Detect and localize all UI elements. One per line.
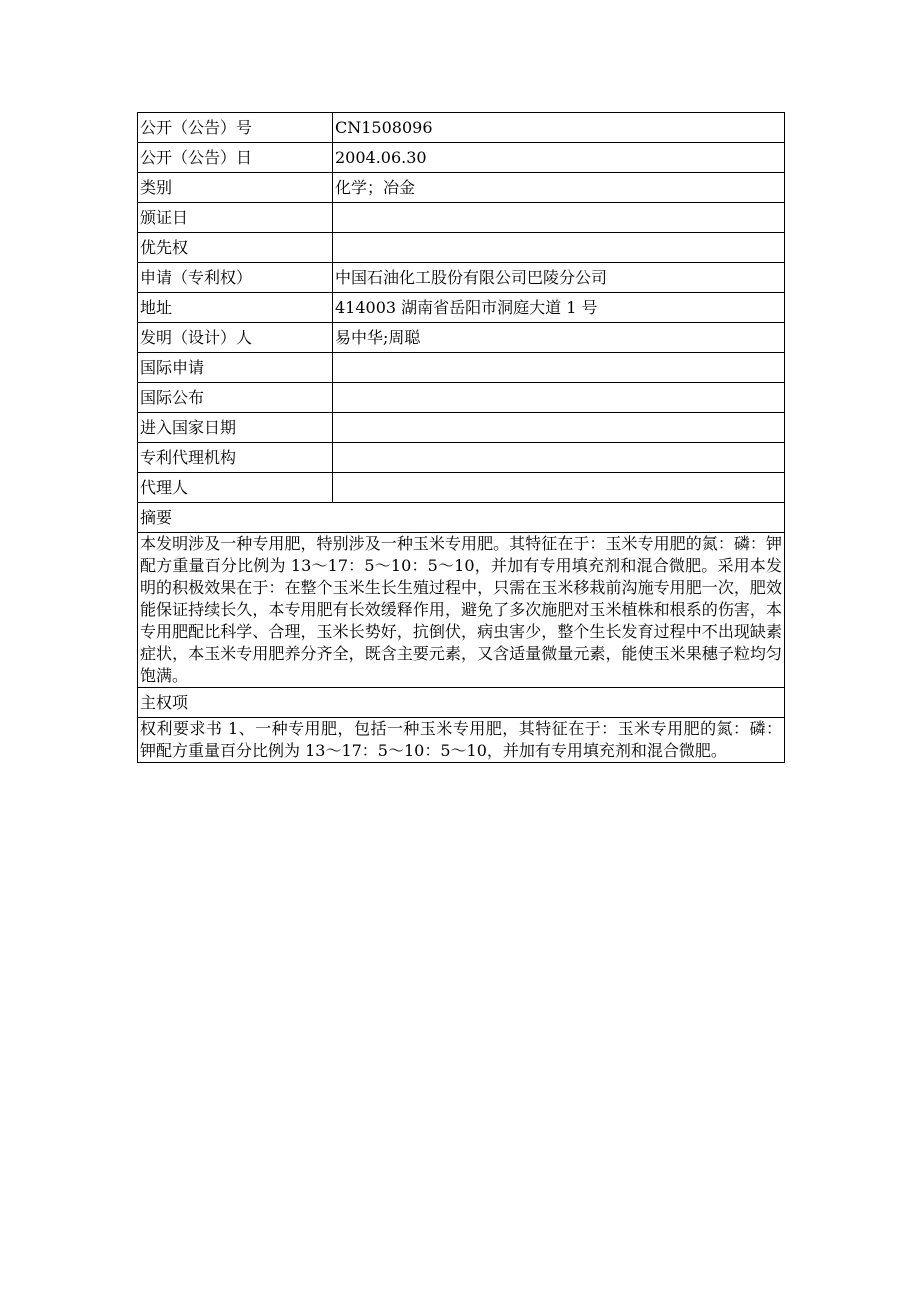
field-value: 化学；冶金 (333, 173, 785, 203)
field-value (333, 443, 785, 473)
abstract-text: 本发明涉及一种专用肥，特别涉及一种玉米专用肥。其特征在于：玉米专用肥的氮：磷：钾配方重量百分比例为 13～17：5～10：5～10，并加有专用填充剂和混合微肥。采用本发明的积极效果在于：在整个玉米生长生殖过程中，只需在玉米移栽前沟施专用肥一次，肥效能保证持续长久，本专用肥有长效缓释作用，避免了多次施肥对玉米植株和根系的伤害，本专用肥配比科学、合理，玉米长势好，抗倒伏，病虫害少，整个生长发育过程中不出现缺素症状，本玉米专用肥养分齐全，既含主要元素，又含适量微量元素，能使玉米果穗子粒均匀饱满。 (138, 533, 785, 688)
field-value: 414003 湖南省岳阳市洞庭大道 1 号 (333, 293, 785, 323)
field-label: 国际公布 (138, 383, 333, 413)
field-value (333, 203, 785, 233)
patent-record (137, 112, 785, 763)
field-value (333, 413, 785, 443)
field-label: 公开（公告）日 (138, 143, 333, 173)
field-label: 地址 (138, 293, 333, 323)
field-row-publication-number (138, 113, 785, 143)
field-row-priority (138, 233, 785, 263)
field-label: 类别 (138, 173, 333, 203)
field-label: 优先权 (138, 233, 333, 263)
field-label: 代理人 (138, 473, 333, 503)
field-value (333, 473, 785, 503)
field-value (333, 383, 785, 413)
field-label: 国际申请 (138, 353, 333, 383)
field-label: 颁证日 (138, 203, 333, 233)
field-row-category (138, 173, 785, 203)
field-value (333, 233, 785, 263)
field-row-applicant (138, 263, 785, 293)
field-value: 中国石油化工股份有限公司巴陵分公司 (333, 263, 785, 293)
patent-info-table (137, 112, 785, 763)
abstract-section (138, 503, 785, 688)
field-label: 发明（设计）人 (138, 323, 333, 353)
field-label: 进入国家日期 (138, 413, 333, 443)
field-value: CN1508096 (333, 113, 785, 143)
field-label: 申请（专利权） (138, 263, 333, 293)
field-row-publication-date (138, 143, 785, 173)
field-value (333, 353, 785, 383)
field-row-grant-date (138, 203, 785, 233)
field-value: 2004.06.30 (333, 143, 785, 173)
field-row-international-application (138, 353, 785, 383)
field-label: 公开（公告）号 (138, 113, 333, 143)
field-row-international-publication (138, 383, 785, 413)
main-claim-section (138, 688, 785, 763)
field-value: 易中华;周聪 (333, 323, 785, 353)
field-row-patent-agency (138, 443, 785, 473)
field-row-address (138, 293, 785, 323)
main-claim-heading: 主权项 (138, 688, 785, 718)
field-label: 专利代理机构 (138, 443, 333, 473)
field-row-inventors (138, 323, 785, 353)
abstract-heading: 摘要 (138, 503, 785, 533)
field-rows (138, 113, 785, 503)
main-claim-text: 权利要求书 1、一种专用肥，包括一种玉米专用肥，其特征在于：玉米专用肥的氮：磷： 钾配方重量百分比例为 13～17：5～10：5～10，并加有专用填充剂和混合微肥。 (138, 718, 785, 763)
field-row-agent (138, 473, 785, 503)
field-row-national-entry-date (138, 413, 785, 443)
